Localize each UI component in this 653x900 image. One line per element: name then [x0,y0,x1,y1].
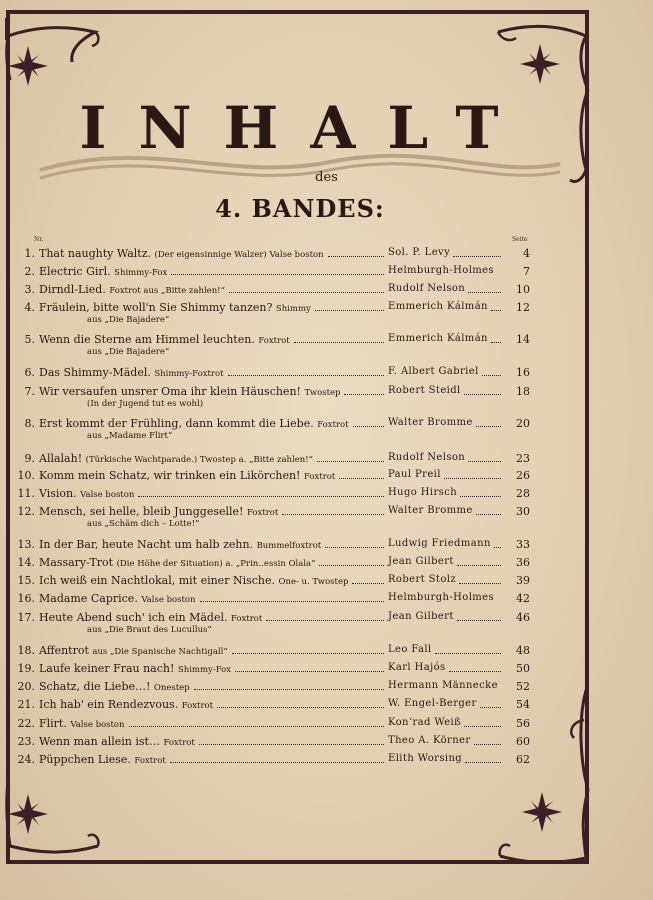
entry-title-text: Madame Caprice. [39,592,138,605]
entry-title-text: That naughty Waltz. [39,247,152,260]
dotted-leader [457,620,501,621]
entry-composer: Rudolf Nelson [388,283,466,294]
entry-title [39,717,125,730]
toc-entry [0,505,540,529]
entry-title-text: Wir versaufen unsrer Oma ihr klein Häuschen! [39,385,301,398]
entry-title-text: Erst kommt der Frühling, dann kommt die Liebe. [39,417,314,430]
entry-title-text: Laufe keiner Frau nach! [39,662,175,675]
entry-number: 7. [24,385,35,398]
dotted-leader [482,375,501,376]
entry-title [39,680,190,693]
entry-number: 18. [17,644,35,657]
dotted-leader [465,762,501,763]
entry-number: 22. [17,717,35,730]
entry-number: 19. [17,662,35,675]
entry-title [39,247,324,260]
des-label: des [315,170,338,185]
entry-title [39,265,167,278]
toc-entry [0,487,540,501]
toc-entry [0,592,540,606]
entry-title-text: Mensch, sei helle, bleib Junggeselle! [39,505,244,518]
entry-subtitle: aus „Die Braut des Lucullus“ [87,625,212,635]
entry-title [39,556,315,569]
entry-page: 33 [516,538,530,551]
entry-title [39,283,225,296]
toc-entry [0,662,540,676]
entry-note: aus „Die Spanische Nachtigall“ [92,647,228,657]
entry-title-text: Püppchen Liese. [39,753,131,766]
entry-title [39,644,228,657]
entry-page: 50 [516,662,530,675]
dotted-leader [491,310,501,311]
dotted-leader [468,461,501,462]
entry-number: 9. [24,452,35,465]
entry-number: 13. [17,538,35,551]
entry-title-text: Allalah! [39,452,83,465]
entry-number: 1. [24,247,35,260]
entry-note: (Der eigensinnige Walzer) Valse boston [154,250,324,260]
entry-title [39,611,262,624]
entry-number: 14. [17,556,35,569]
dotted-leader [232,653,384,654]
entry-note: Foxtrot [181,701,214,711]
inhalt-title-text: INHALT [79,94,531,162]
toc-entry [0,574,540,588]
entry-subtitle: aus „Die Bajadere“ [87,315,170,325]
entry-title [39,487,134,500]
dotted-leader [339,478,384,479]
dotted-leader [170,762,384,763]
entry-title-text: Ich weiß ein Nachtlokal, mit einer Nische. [39,574,275,587]
star-icon-bottom-left [6,792,50,836]
entry-composer: Jean Gilbert [388,556,454,567]
entry-note: Twostep [304,388,341,398]
entry-composer: Emmerich Kálmán [388,333,488,344]
toc-entry [0,265,540,279]
entry-note: Shimmy-Fox [177,665,232,675]
entry-page: 14 [516,333,530,346]
entry-composer: W. Engel-Berger [388,698,477,709]
entry-page: 7 [523,265,530,278]
dotted-leader [494,547,501,548]
nr-column-label: Nr. [34,236,44,243]
dotted-leader [228,375,384,376]
entry-note: Foxtrot [317,420,349,430]
entry-page: 28 [516,487,530,500]
toc-entry [0,366,540,380]
entry-page: 23 [516,452,530,465]
entry-title-text: Ich hab' ein Rendezvous. [39,698,179,711]
dotted-leader [194,689,384,690]
entry-subtitle: aus „Madame Flirt“ [87,431,173,441]
dotted-leader [480,707,501,708]
toc-entry [0,644,540,658]
entry-title [39,698,213,711]
entry-page: 62 [516,753,530,766]
entry-number: 11. [17,487,35,500]
entry-number: 4. [24,301,35,314]
entry-number: 12. [17,505,35,518]
toc-entry [0,698,540,712]
entry-note: Foxtrot aus „Bitte zahlen!“ [109,286,225,296]
dotted-leader [460,496,501,497]
entry-number: 17. [17,611,35,624]
entry-note: Foxtrot [303,472,336,482]
dotted-leader [282,514,384,515]
entry-note: (Türkische Wachtparade.) Twostep a. „Bitte zahlen!“ [85,455,314,465]
seite-column-label: Seite [512,236,528,243]
entry-number: 2. [24,265,35,278]
entry-title [39,505,278,518]
entry-composer: Ludwig Friedmann [388,538,491,549]
toc-entry [0,680,540,694]
entry-title [39,452,313,465]
dotted-leader [200,601,384,602]
entry-composer: Emmerich Kálmán [388,301,488,312]
entry-title-text: Heute Abend such' ich ein Mädel. [39,611,228,624]
entry-title-text: Wenn die Sterne am Himmel leuchten. [39,333,255,346]
entry-number: 5. [24,333,35,346]
toc-entry [0,333,540,357]
entry-number: 3. [24,283,35,296]
entry-composer: Paul Preil [388,469,441,480]
entry-page: 56 [516,717,530,730]
dotted-leader [266,620,384,621]
entry-title [39,592,196,605]
entry-number: 20. [17,680,35,693]
dotted-leader [217,707,384,708]
toc-entry [0,611,540,635]
entry-note: Valse boston [70,720,125,730]
entry-composer: Walter Bromme [388,505,473,516]
entry-title [39,301,311,314]
entry-page: 48 [516,644,530,657]
entry-title [39,662,231,675]
entry-composer: Leo Fall [388,644,432,655]
entry-page: 26 [516,469,530,482]
dotted-leader [476,514,501,515]
entry-title-text: Schatz, die Liebe…! [39,680,151,693]
entry-page: 12 [516,301,530,314]
dotted-leader [344,394,384,395]
entry-note: Foxtrot [134,756,166,766]
entry-page: 52 [516,680,530,693]
dotted-leader [491,342,501,343]
entry-number: 21. [17,698,35,711]
entry-note: (Die Höhe der Situation) a. „Prin‥essin Olala“ [116,559,316,569]
entry-note: One- u. Twostep [278,577,349,587]
entry-composer: Sol. P. Levy [388,247,451,258]
entry-composer: Walter Bromme [388,417,473,428]
star-icon-bottom-right [520,790,564,834]
entry-composer: Helmburgh-Holmes [388,265,495,276]
toc-entry [0,556,540,570]
entry-number: 6. [24,366,35,379]
entry-page: 18 [516,385,530,398]
entry-note: Bummelfoxtrot [256,541,322,551]
dotted-leader [199,744,384,745]
entry-composer: Theo A. Körner [388,735,471,746]
entry-title [39,333,290,346]
toc-entry [0,469,540,483]
entry-title-text: Massary-Trot [39,556,114,569]
toc-entry [0,753,540,767]
entry-title [39,538,321,551]
entry-note: Foxtrot [258,336,290,346]
toc-entry [0,301,540,325]
dotted-leader [474,744,501,745]
dotted-leader [449,671,501,672]
entry-note: Shimmy-Fox [114,268,168,278]
dotted-leader [464,726,501,727]
entry-composer: Robert Stolz [388,574,457,585]
entry-composer: Rudolf Nelson [388,452,466,463]
entry-composer: Helmburgh-Holmes [388,592,495,603]
entry-title-text: Flirt. [39,717,67,730]
entry-note: Valse boston [80,490,135,500]
entry-composer: Hugo Hirsch [388,487,458,498]
entry-page: 16 [516,366,530,379]
entry-number: 16. [17,592,35,605]
entry-composer: Hermann Männecke [388,680,498,691]
entry-subtitle: (In der Jugend tut es wohl) [87,399,204,409]
entry-composer: Konʼrad Weiß [388,717,462,728]
entry-title-text: Affentrot [39,644,89,657]
entry-page: 46 [516,611,530,624]
dotted-leader [325,547,384,548]
bandes-heading: 4. BANDES: [215,194,385,223]
entry-subtitle: aus „Schäm dich – Lotte!“ [87,519,200,529]
entry-title [39,366,224,379]
entry-title [39,574,348,587]
entry-number: 8. [24,417,35,430]
entry-number: 23. [17,735,35,748]
entry-note: Valse boston [141,595,196,605]
toc-entry [0,385,540,409]
entry-note: Shimmy [275,304,311,314]
entry-title-text: Fräulein, bitte woll'n Sie Shimmy tanzen? [39,301,273,314]
dotted-leader [435,653,501,654]
entry-composer: Jean Gilbert [388,611,454,622]
dotted-leader [464,394,501,395]
dotted-leader [353,426,384,427]
dotted-leader [229,292,384,293]
toc-entry [0,717,540,731]
dotted-leader [235,671,384,672]
entry-title-text: Electric Girl. [39,265,111,278]
dotted-leader [317,461,384,462]
entry-title [39,753,166,766]
entry-title [39,735,195,748]
toc-entry [0,538,540,552]
dotted-leader [129,726,384,727]
toc-entry [0,452,540,466]
entry-title-text: Dirndl-Lied. [39,283,106,296]
entry-page: 36 [516,556,530,569]
toc-entry [0,283,540,297]
dotted-leader [444,478,501,479]
entry-title-text: In der Bar, heute Nacht um halb zehn. [39,538,254,551]
entry-composer: Karl Hajós [388,662,446,673]
entry-note: Shimmy-Foxtrot [154,369,224,379]
dotted-leader [315,310,384,311]
entry-title [39,385,340,398]
entry-note: Onestep [153,683,190,693]
entry-number: 10. [17,469,35,482]
dotted-leader [319,565,384,566]
entry-subtitle: aus „Die Bajadere“ [87,347,170,357]
dotted-leader [468,292,501,293]
dotted-leader [171,274,384,275]
entry-note: Foxtrot [230,614,263,624]
toc-entry [0,735,540,749]
entry-page: 4 [523,247,530,260]
entry-note: Foxtrot [246,508,279,518]
dotted-leader [294,342,384,343]
entry-page: 10 [516,283,530,296]
entry-page: 39 [516,574,530,587]
entry-title-text: Wenn man allein ist… [39,735,160,748]
entry-title-text: Vision. [39,487,77,500]
toc-entry [0,247,540,261]
dotted-leader [476,426,501,427]
dotted-leader [138,496,384,497]
entry-page: 54 [516,698,530,711]
entry-note: Foxtrot [163,738,195,748]
entry-composer: F. Albert Gabriel [388,366,479,377]
entry-page: 20 [516,417,530,430]
entry-title-text: Das Shimmy-Mädel. [39,366,151,379]
dotted-leader [328,256,384,257]
dotted-leader [459,583,501,584]
entry-composer: Robert Steidl [388,385,461,396]
entry-number: 24. [17,753,35,766]
dotted-leader [453,256,501,257]
dotted-leader [457,565,501,566]
entry-page: 42 [516,592,530,605]
entry-title-text: Komm mein Schatz, wir trinken ein Likörchen! [39,469,301,482]
toc-entry [0,417,540,441]
entry-composer: Elith Worsing [388,753,463,764]
entry-title [39,417,349,430]
entry-page: 60 [516,735,530,748]
entry-number: 15. [17,574,35,587]
dotted-leader [352,583,384,584]
entry-title [39,469,335,482]
entry-page: 30 [516,505,530,518]
